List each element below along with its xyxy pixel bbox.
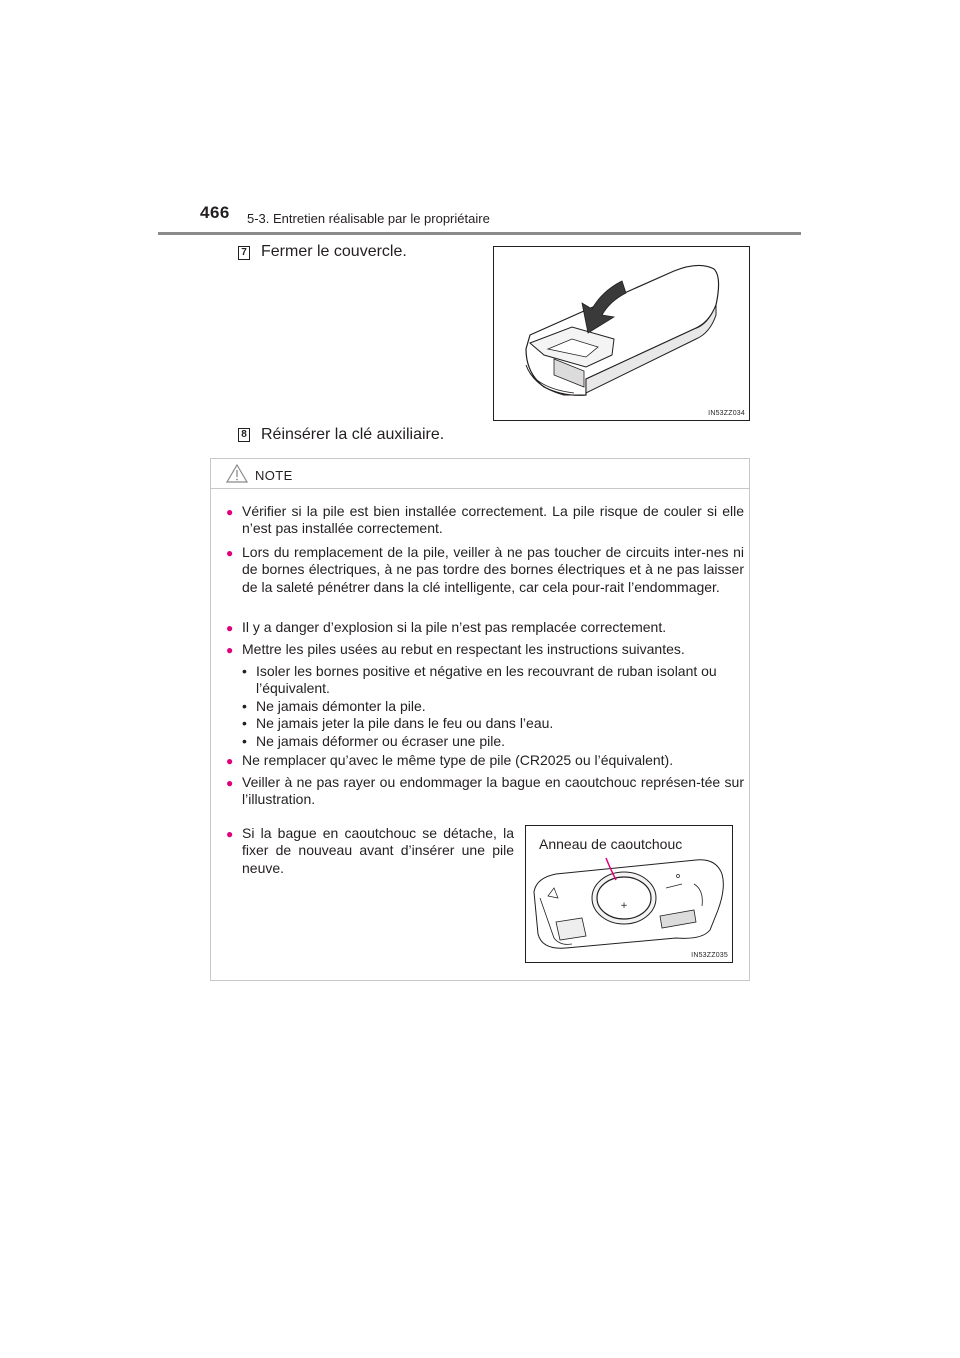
note-title: NOTE (255, 468, 293, 483)
note-subitem-1: Isoler les bornes positive et négative en les recouvrant de ruban isolant ou l’équivalent. (256, 663, 717, 697)
figure-2-code: IN53ZZ035 (691, 952, 728, 959)
note-item-5: Ne remplacer qu’avec le même type de pile (CR2025 ou l’équivalent). (242, 752, 674, 768)
note-header-rule (211, 488, 749, 489)
warning-triangle-icon (226, 464, 248, 483)
step-7-badge: 7 (238, 246, 250, 260)
bullet-icon: ● (226, 505, 234, 519)
bullet-icon: ● (226, 754, 234, 768)
key-cover-illustration (494, 247, 749, 420)
step-7-text: Fermer le couvercle. (261, 243, 407, 260)
figure-key-cover (493, 246, 750, 421)
step-8-badge: 8 (238, 428, 250, 442)
bullet-icon: ● (226, 643, 234, 657)
header-rule (158, 232, 801, 235)
step-8-text: Réinsérer la clé auxiliaire. (261, 426, 445, 443)
note-item-7: Si la bague en caoutchouc se détache, la fixer de nouveau avant d’insérer une pile neuve. (242, 825, 514, 876)
note-item-6: Veiller à ne pas rayer ou endommager la bague en caoutchouc représen-tée sur l’illustration. (242, 774, 744, 808)
section-title: 5-3. Entretien réalisable par le propriétaire (247, 211, 490, 226)
rubber-ring-label: Anneau de caoutchouc (539, 836, 683, 852)
sub-bullet: • (242, 698, 247, 714)
note-item-4: Mettre les piles usées au rebut en respectant les instructions suivantes. (242, 641, 685, 657)
bullet-icon: ● (226, 621, 234, 635)
note-subitem-4: Ne jamais déformer ou écraser une pile. (256, 733, 506, 749)
sub-bullet: • (242, 715, 247, 731)
svg-text:+: + (620, 901, 628, 911)
figure-rubber-ring (525, 825, 733, 963)
note-subitem-3: Ne jamais jeter la pile dans le feu ou dans l’eau. (256, 715, 554, 731)
note-item-1: Vérifier si la pile est bien installée correctement. La pile risque de couler si elle n’est pas installée correctement. (242, 503, 744, 537)
sub-bullet: • (242, 733, 247, 749)
page-number: 466 (200, 203, 230, 222)
note-item-2: Lors du remplacement de la pile, veiller à ne pas toucher de circuits inter-nes ni de bornes électriques, à ne pas tordre des bornes électriques et à ne pas laisser de la saleté pénétrer dans la clé intelligente, car cela pour-rait l’endommager. (242, 544, 744, 595)
bullet-icon: ● (226, 776, 234, 790)
figure-1-code: IN53ZZ034 (708, 410, 745, 417)
bullet-icon: ● (226, 827, 234, 841)
note-subitem-2: Ne jamais démonter la pile. (256, 698, 426, 714)
sub-bullet: • (242, 663, 247, 679)
bullet-icon: ● (226, 546, 234, 560)
note-item-3: Il y a danger d’explosion si la pile n’est pas remplacée correctement. (242, 619, 667, 635)
